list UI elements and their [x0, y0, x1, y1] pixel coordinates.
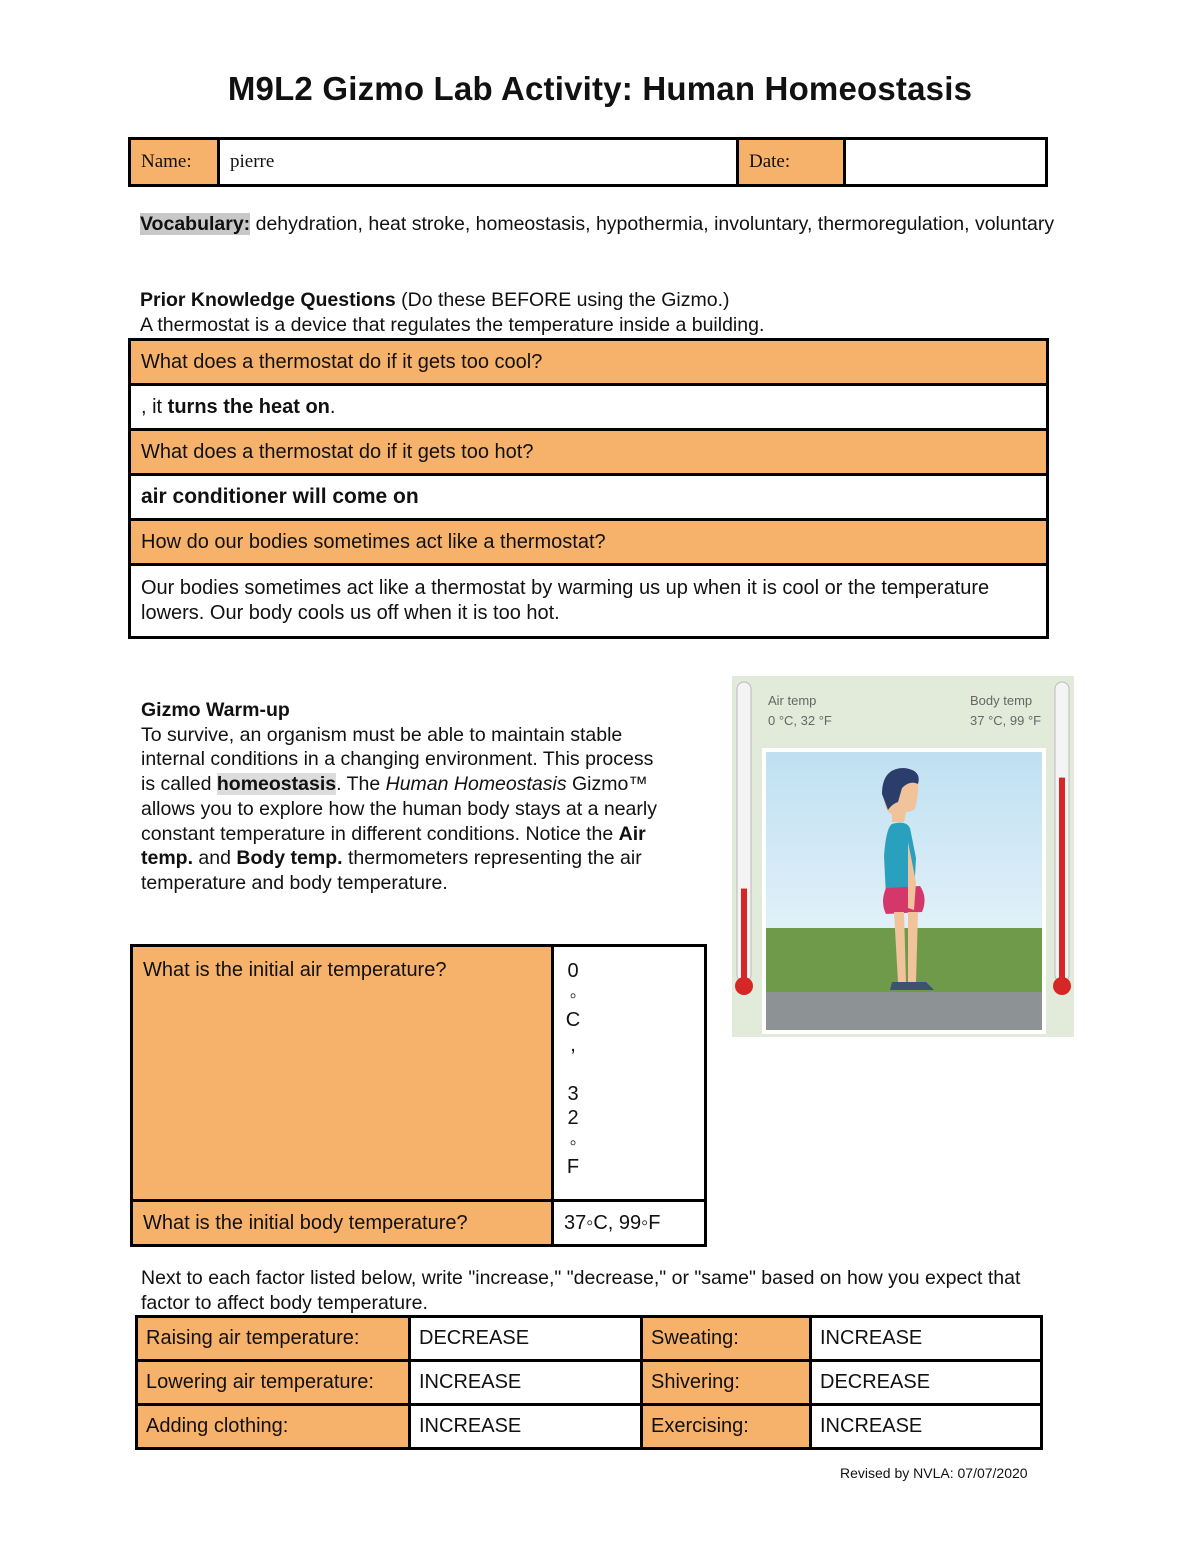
date-field[interactable]	[845, 139, 1047, 186]
answer-1-prefix: , it	[141, 395, 168, 418]
answer-1-bold: turns the heat on	[167, 395, 330, 418]
prior-knowledge-heading: Prior Knowledge Questions	[140, 289, 396, 311]
air-temp-term: Air temp.	[141, 822, 646, 870]
factor-label: Lowering air temperature:	[137, 1361, 410, 1405]
answer-3[interactable]: Our bodies sometimes act like a thermostat by warming us up when it is cool or the temperature lowers. Our body cools us off when it is too hot.	[130, 565, 1048, 638]
revision-footer: Revised by NVLA: 07/07/2020	[840, 1465, 1028, 1481]
name-label: Name:	[130, 139, 219, 186]
body-thermometer-fill	[1059, 778, 1065, 982]
answer-2[interactable]: air conditioner will come on	[130, 475, 1048, 520]
factor-answer[interactable]: DECREASE	[811, 1361, 1042, 1405]
initial-air-temp-question: What is the initial air temperature?	[132, 946, 553, 1201]
warmup-heading: Gizmo Warm-up	[141, 699, 290, 721]
warmup-p1: To survive, an organism must be able to maintain stable internal conditions in a changing environment. This process is called	[141, 723, 654, 796]
warmup-p2: . The	[336, 773, 386, 796]
air-answer-char: ◦	[569, 984, 577, 1007]
warmup-text	[141, 698, 671, 896]
vocabulary-text: dehydration, heat stroke, homeostasis, hypothermia, involuntary, thermoregulation, voluntary	[250, 213, 1055, 235]
answer-1[interactable]	[130, 385, 1048, 430]
air-answer-char: C	[565, 1009, 581, 1031]
name-date-table	[128, 137, 1048, 187]
vocabulary	[140, 212, 1070, 237]
answer-1-suffix: .	[329, 395, 336, 418]
initial-body-temp-answer[interactable]: 37◦C, 99◦F	[553, 1201, 706, 1246]
question-3: How do our bodies sometimes act like a thermostat?	[130, 520, 1048, 565]
prior-knowledge-table	[128, 338, 1049, 639]
body-thermometer	[1053, 682, 1071, 995]
air-answer-char	[564, 1057, 582, 1082]
air-answer-chars	[564, 959, 694, 1180]
initial-body-temp-question: What is the initial body temperature?	[132, 1201, 553, 1246]
factor-answer[interactable]: INCREASE	[811, 1405, 1042, 1449]
warmup-p5: thermometers representing the air temperature and body temperature.	[141, 847, 642, 894]
homeostasis-term: homeostasis	[216, 773, 337, 796]
air-answer-char: 2	[567, 1107, 579, 1129]
air-answer-char: 3	[567, 1082, 579, 1105]
question-2: What does a thermostat do if it gets too hot?	[130, 430, 1048, 475]
warmup-p4: and	[193, 847, 237, 870]
body-temp-label: Body temp	[970, 693, 1033, 708]
factor-label: Exercising:	[642, 1405, 811, 1449]
air-answer-char: 0	[567, 960, 579, 982]
factor-row	[137, 1317, 1042, 1361]
gizmo-screenshot	[732, 676, 1074, 1037]
factor-answer[interactable]: INCREASE	[410, 1361, 642, 1405]
air-answer-char: ◦	[569, 1131, 577, 1154]
initial-air-temp-answer[interactable]	[553, 946, 706, 1201]
gizmo-illustration	[732, 676, 1074, 1037]
factors-table	[135, 1315, 1043, 1450]
warmup-table	[130, 944, 707, 1247]
vocabulary-label: Vocabulary:	[140, 213, 251, 235]
air-thermometer-fill	[741, 889, 747, 982]
question-1: What does a thermostat do if it gets too cool?	[130, 340, 1048, 385]
air-thermometer	[735, 682, 753, 995]
factor-label: Adding clothing:	[137, 1405, 410, 1449]
prior-knowledge-note: (Do these BEFORE using the Gizmo.)	[395, 289, 730, 311]
factor-answer[interactable]: INCREASE	[811, 1317, 1042, 1361]
air-temp-label: Air temp	[768, 693, 817, 708]
warmup-p3: Gizmo™ allows you to explore how the human body stays at a nearly constant temperature in different conditions. Notice the	[141, 773, 657, 845]
page-title: M9L2 Gizmo Lab Activity: Human Homeostasis	[227, 70, 973, 107]
factor-label: Raising air temperature:	[137, 1317, 410, 1361]
factor-instructions: Next to each factor listed below, write "increase," "decrease," or "same" based on how you expect that factor to affect body temperature.	[141, 1267, 1021, 1314]
name-field[interactable]: pierre	[219, 139, 738, 186]
body-temp-value: 37 °C, 99 °F	[970, 713, 1042, 728]
factor-answer[interactable]: INCREASE	[410, 1405, 642, 1449]
air-answer-char: F	[566, 1156, 580, 1178]
air-answer-char: ,	[570, 1033, 576, 1056]
gizmo-name: Human Homeostasis	[385, 773, 567, 796]
factor-row	[137, 1361, 1042, 1405]
factor-row	[137, 1405, 1042, 1449]
factor-label: Sweating:	[642, 1317, 811, 1361]
date-label: Date:	[738, 139, 845, 186]
prior-knowledge-intro	[140, 288, 1070, 338]
body-temp-term: Body temp.	[236, 847, 343, 870]
thermostat-intro: A thermostat is a device that regulates the temperature inside a building.	[140, 314, 765, 336]
factor-label: Shivering:	[642, 1361, 811, 1405]
air-temp-value: 0 °C, 32 °F	[768, 713, 832, 728]
factor-answer[interactable]: DECREASE	[410, 1317, 642, 1361]
